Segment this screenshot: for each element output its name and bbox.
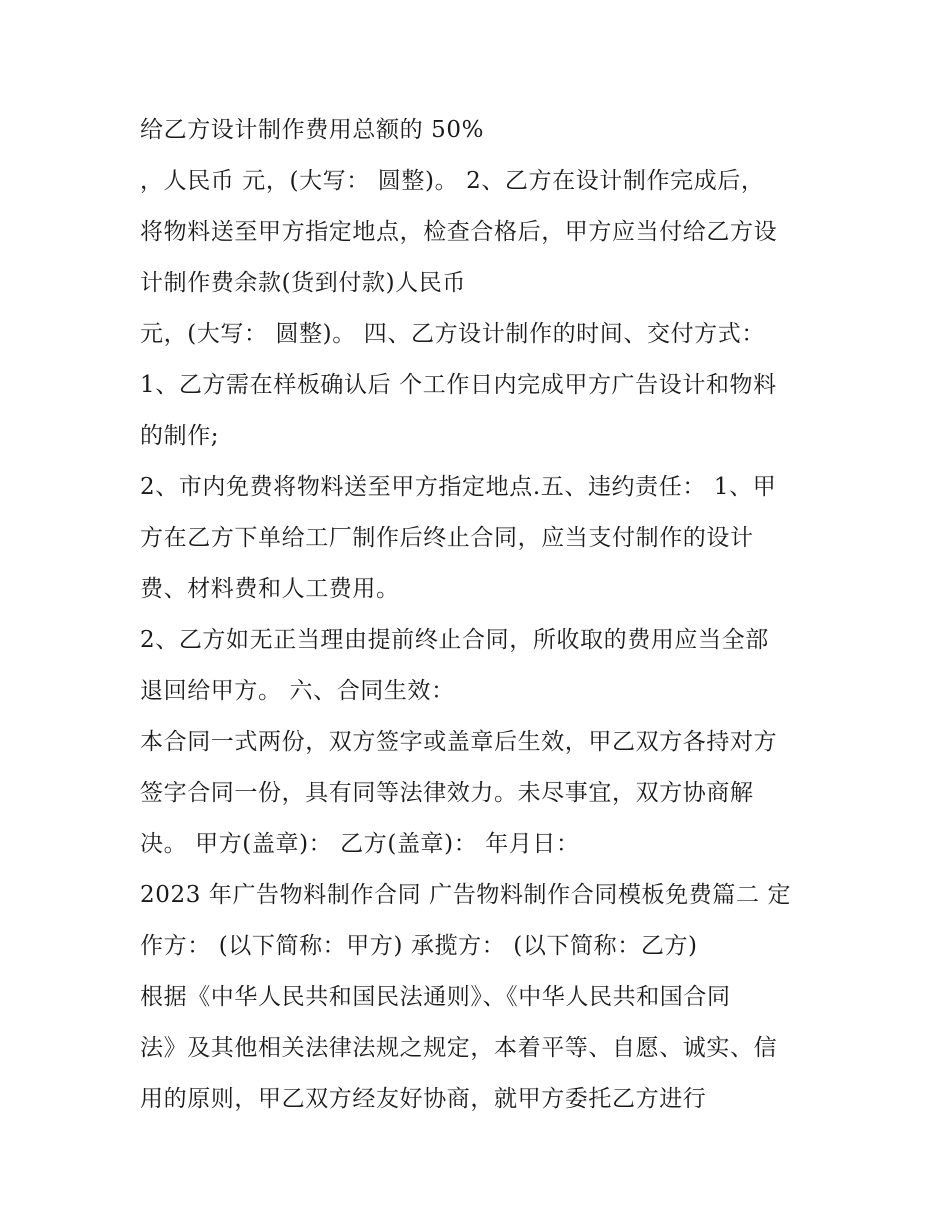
text-line: 费、材料费和人工费用。 xyxy=(140,576,400,602)
text-line: 作方： (以下简称：甲方) 承揽方： (以下简称：乙方) xyxy=(140,933,698,959)
text-line: 的制作; xyxy=(140,423,220,449)
text-line: 方在乙方下单给工厂制作后终止合同，应当支付制作的设计 xyxy=(140,525,754,551)
text-line: 给乙方设计制作费用总额的 50% xyxy=(140,117,485,143)
text-line: 1、乙方需在样板确认后 个工作日内完成甲方广告设计和物料 xyxy=(140,372,777,398)
text-line: 本合同一式两份，双方签字或盖章后生效，甲乙双方各持对方 xyxy=(140,729,778,755)
text-line: 元，(大写： 圆整)。 四、乙方设计制作的时间、交付方式： xyxy=(140,321,765,347)
text-line: ，人民币 元，(大写： 圆整)。 2、乙方在设计制作完成后， xyxy=(140,168,765,194)
text-line: 决。 甲方(盖章)： 乙方(盖章)： 年月日： xyxy=(140,831,580,857)
text-line: 计制作费余款(货到付款)人民币 xyxy=(140,270,466,296)
text-line: 2023 年广告物料制作合同 广告物料制作合同模板免费篇二 定 xyxy=(140,882,792,908)
text-line: 根据《中华人民共和国民法通则》、《中华人民共和国合同 xyxy=(140,984,731,1010)
text-line: 2、乙方如无正当理由提前终止合同，所收取的费用应当全部 xyxy=(140,627,769,653)
text-line: 退回给甲方。 六、合同生效： xyxy=(140,678,455,704)
text-line: 签字合同一份，具有同等法律效力。未尽事宜，双方协商解 xyxy=(140,780,754,806)
text-line: 将物料送至甲方指定地点，检查合格后，甲方应当付给乙方设 xyxy=(140,219,778,245)
text-line: 用的原则，甲乙双方经友好协商，就甲方委托乙方进行 xyxy=(140,1086,707,1112)
text-line: 法》及其他相关法律法规之规定，本着平等、自愿、诚实、信 xyxy=(140,1035,778,1061)
text-line: 2、市内免费将物料送至甲方指定地点.五、违约责任： 1、甲 xyxy=(140,474,777,500)
